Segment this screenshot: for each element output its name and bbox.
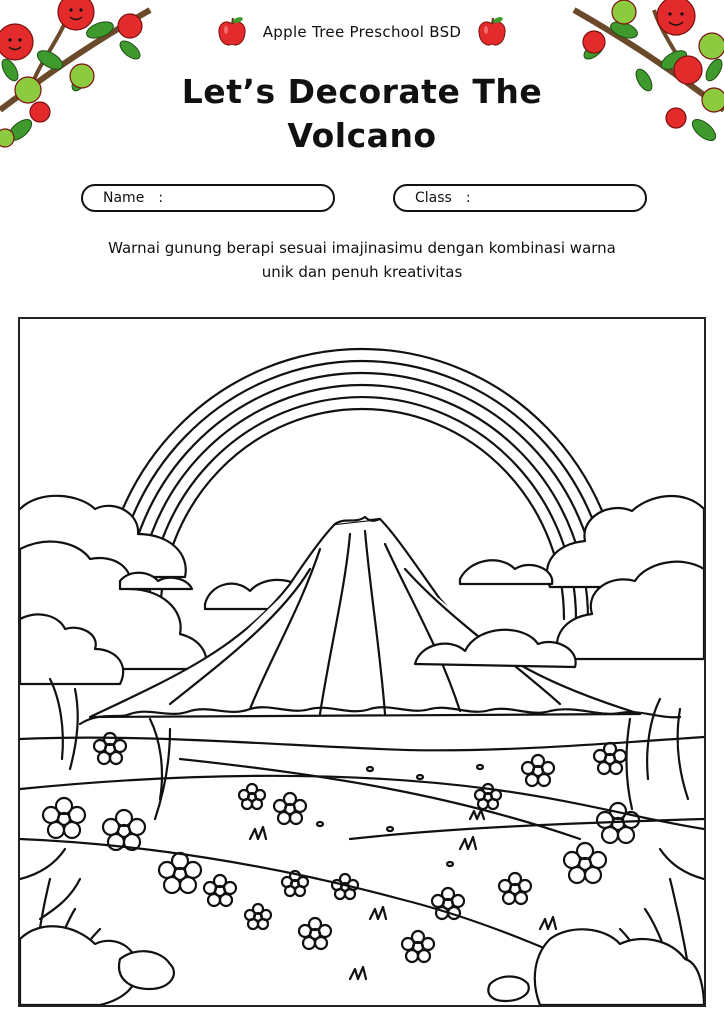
name-field[interactable]: [81, 184, 335, 212]
class-field[interactable]: [393, 184, 647, 212]
class-separator: :: [465, 190, 471, 206]
instruction-line-2: unik dan penuh kreativitas: [261, 263, 463, 281]
apple-icon: [477, 16, 507, 48]
apple-icon: [217, 16, 247, 48]
coloring-area[interactable]: [18, 317, 706, 1007]
instruction-text: [60, 236, 664, 284]
name-separator: :: [158, 190, 164, 206]
title-line-2: Volcano: [287, 116, 437, 155]
page-title: [0, 70, 724, 158]
name-label: Name: [103, 190, 145, 206]
school-header: [0, 16, 724, 48]
volcano-coloring-illustration: [20, 319, 704, 1005]
school-name: Apple Tree Preschool BSD: [262, 23, 462, 41]
instruction-line-1: Warnai gunung berapi sesuai imajinasimu dengan kombinasi warna: [108, 239, 616, 257]
class-label: Class: [415, 190, 452, 206]
title-line-1: Let’s Decorate The: [181, 72, 543, 111]
